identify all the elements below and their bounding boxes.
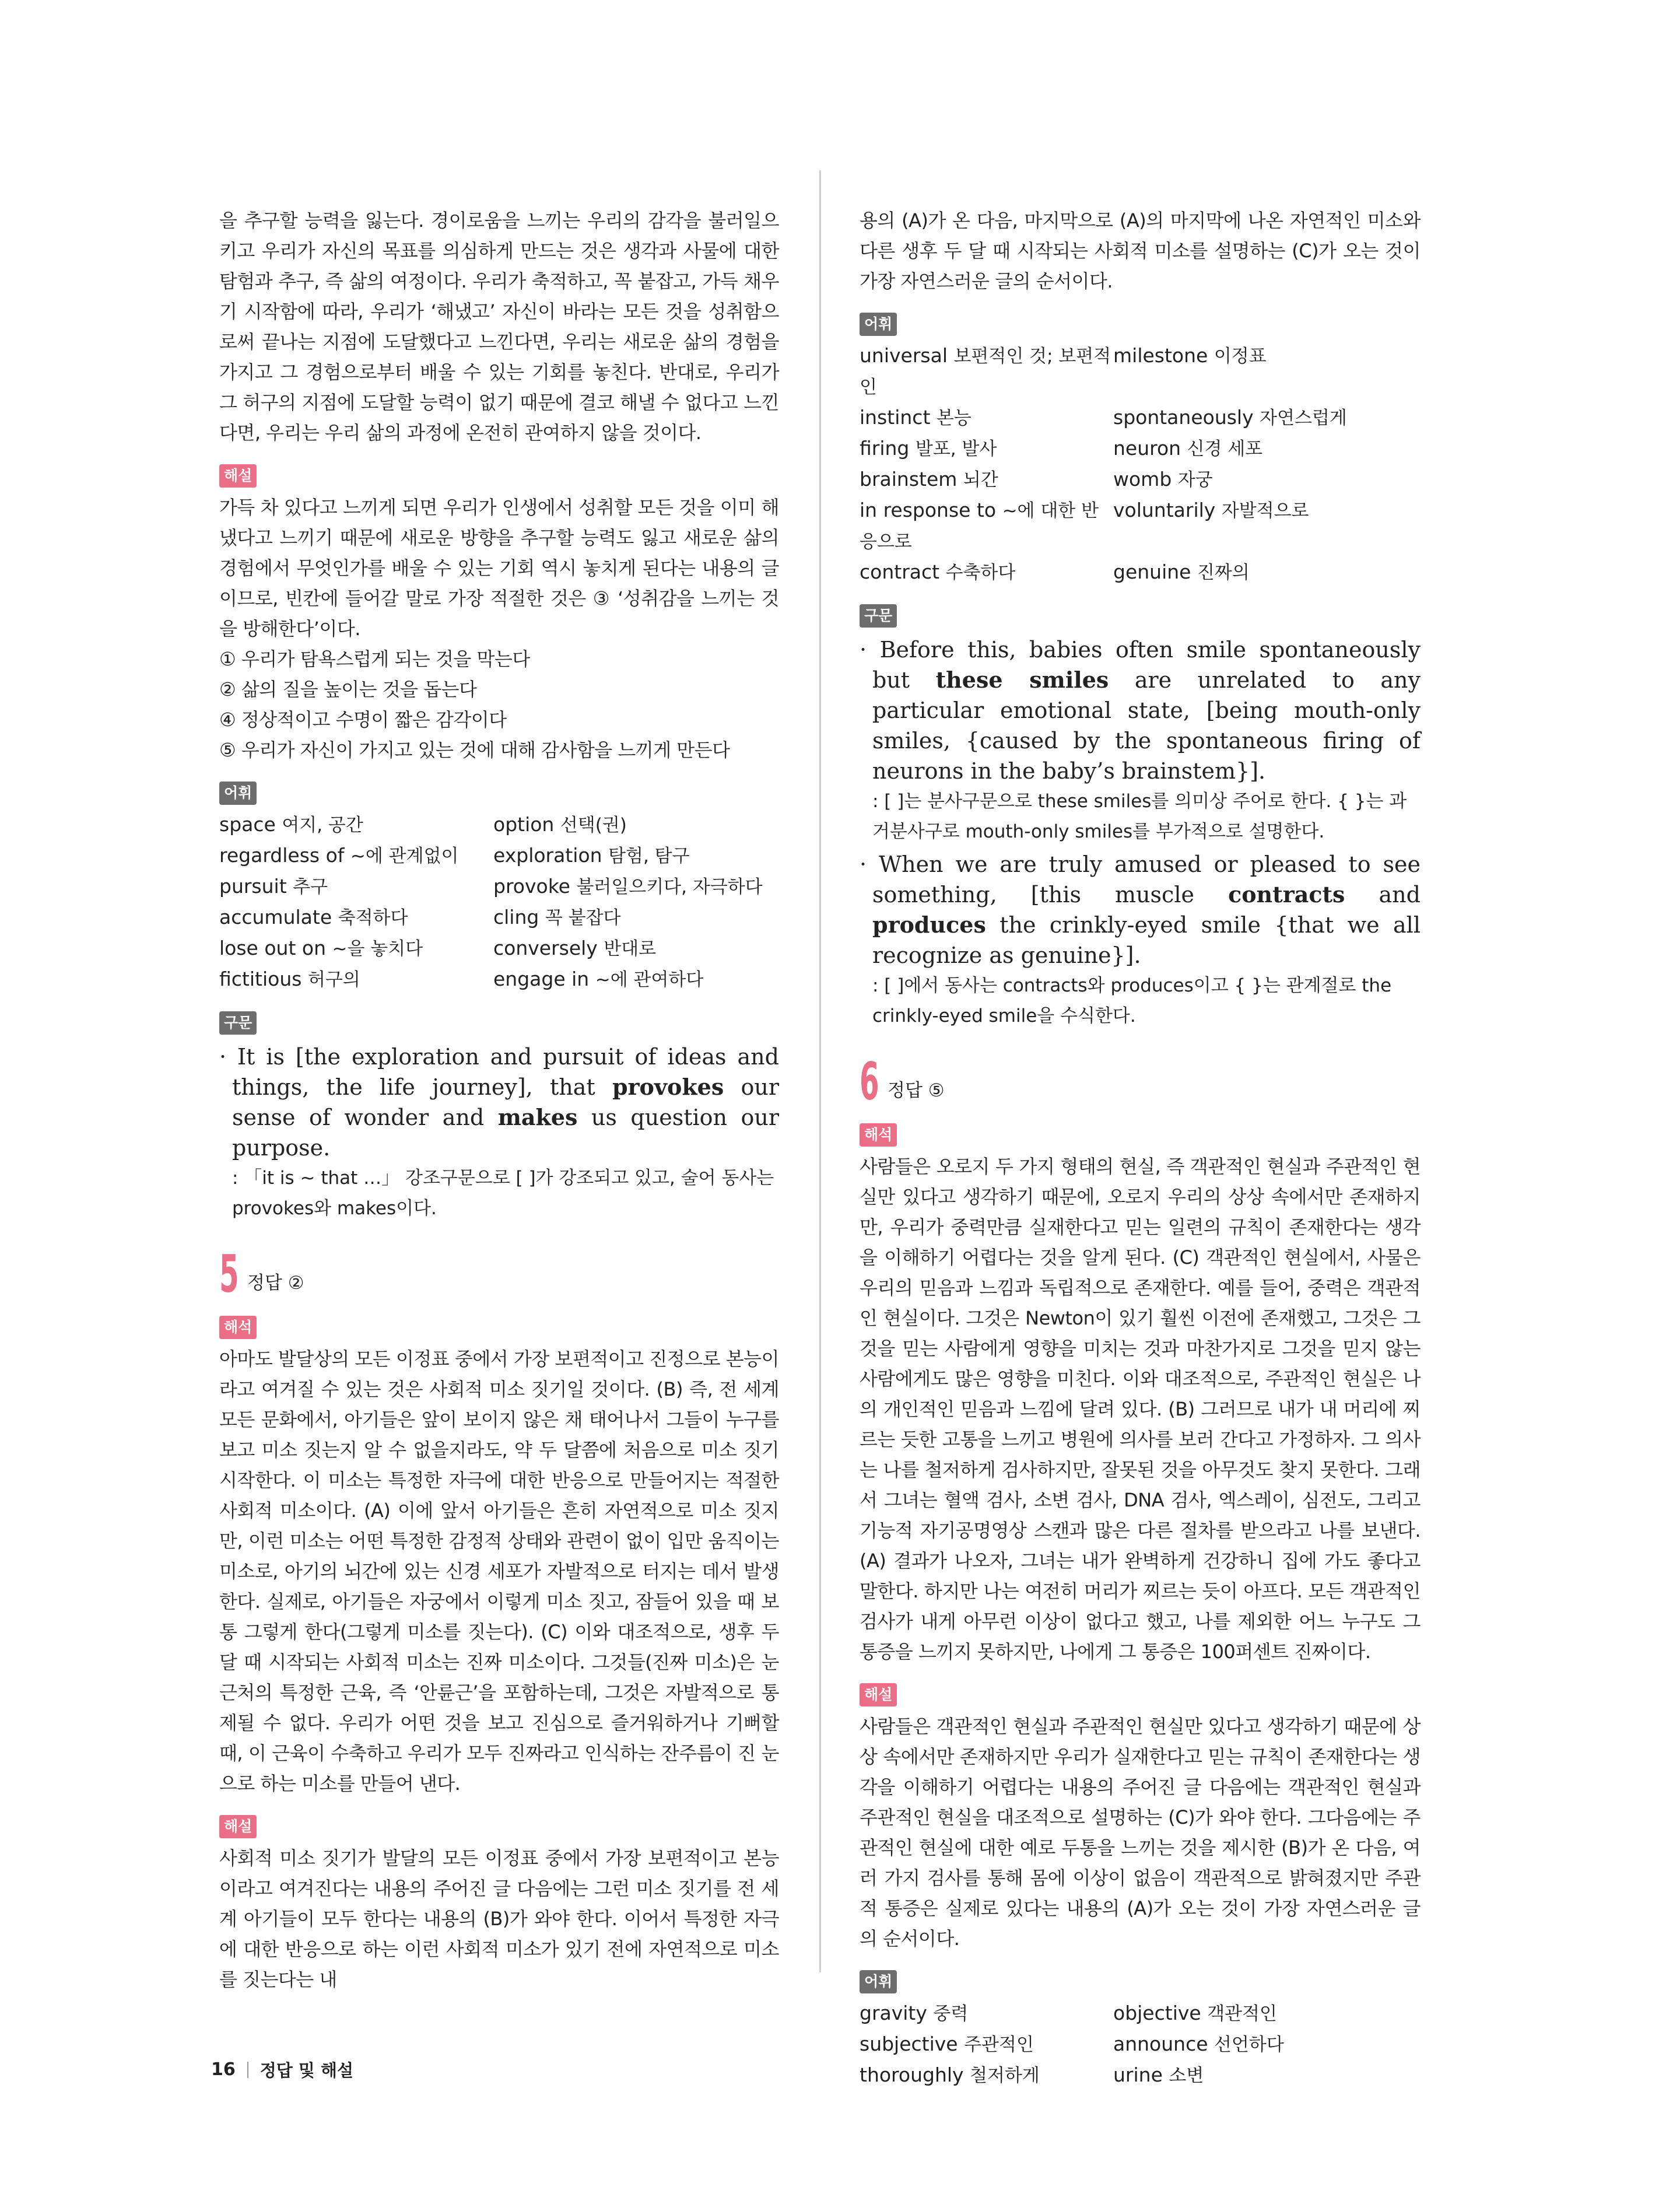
translation-tag: 해석 xyxy=(860,1123,897,1147)
vocab-en: cling xyxy=(493,906,539,928)
vocab-en: option xyxy=(493,813,555,836)
vocab-en: universal xyxy=(860,344,948,367)
option-item: ② 삶의 질을 높이는 것을 돕는다 xyxy=(219,678,477,700)
vocab-en: in response to xyxy=(860,499,997,521)
vocab-item xyxy=(860,402,1113,433)
vocab-item xyxy=(860,1998,1113,2029)
vocab-item xyxy=(219,810,493,840)
vocab-ko: 보편적인 것; 보편적인 xyxy=(860,346,1111,398)
vocab-ko: 뇌간 xyxy=(963,469,998,490)
syntax-example: · Before this, babies often smile spontaneously but these smiles are unrelated to any particular emotional state, [being mouth-only smiles, {caused by the spontaneous firing of neurons in the baby’s brainstem}]. xyxy=(860,637,1421,784)
vocab-ko: 여지, 공간 xyxy=(282,815,363,836)
vocab-item xyxy=(1113,2029,1421,2060)
vocab-en: engage in xyxy=(493,968,590,990)
vocab-ko: 철저하게 xyxy=(970,2065,1040,2086)
vocab-en: lose out on xyxy=(219,937,326,959)
vocab-ko: 주관적인 xyxy=(964,2034,1034,2055)
vocab-item xyxy=(1113,2060,1421,2091)
vocab-item xyxy=(219,933,493,964)
vocab-en: womb xyxy=(1113,468,1172,490)
vocab-en: brainstem xyxy=(860,468,958,490)
vocab-en: urine xyxy=(1113,2063,1163,2086)
vocab-ko: ~에 관계없이 xyxy=(350,846,459,867)
explanation-tag: 해설 xyxy=(219,464,257,488)
vocab-ko: 선언하다 xyxy=(1214,2034,1284,2055)
vocab-en: neuron xyxy=(1113,437,1181,460)
vocab-item xyxy=(1113,341,1421,402)
vocab-en: space xyxy=(219,813,276,836)
explanation-tag: 해설 xyxy=(860,1683,897,1707)
vocab-ko: ~을 놓치다 xyxy=(332,938,423,959)
vocab-ko: 소변 xyxy=(1169,2065,1204,2086)
vocab-item xyxy=(493,810,779,840)
vocab-ko: 탐험, 탐구 xyxy=(608,846,690,867)
vocab-item xyxy=(860,341,1113,402)
vocab-ko: 반대로 xyxy=(604,938,657,959)
vocab-item xyxy=(493,964,779,995)
vocab-en: announce xyxy=(1113,2033,1208,2055)
vocab-en: accumulate xyxy=(219,906,332,928)
translation-text: 사람들은 오로지 두 가지 형태의 현실, 즉 객관적인 현실과 주관적인 현실만 있다고 생각하기 때문에, 오로지 우리의 상상 속에서만 존재하지만, 우리가 중력만큼 실재한다고 믿는 일련의 규칙이 존재한다는 생각을 이해하기 어렵다는 것을 알게 된다. (C) 객관적인 현실에서, 사물은 우리의 믿음과 느낌과 독립적으로 존재한다. 예를 들어, 중력은 객관적인 현실이다. 그것은 Newton이 있기 훨씬 이전에 존재했고, 그것은 그것을 믿는 사람에게 영향을 미치는 것과 마찬가지로 그것을 믿지 않는 사람에게도 많은 영향을 미친다. 이와 대조적으로, 주관적인 현실은 나의 개인적인 믿음과 느낌에 달려 있다. (B) 그러므로 내가 내 머리에 찌르는 듯한 고통을 느끼고 병원에 의사를 보러 간다고 가정하자. 그 의사는 나를 철저하게 검사하지만, 잘못된 것을 아무것도 찾지 못한다. 그래서 그녀는 혈액 검사, 소변 검사, DNA 검사, 엑스레이, 심전도, 그리고 기능적 자기공명영상 스캔과 많은 다른 절차를 받으라고 나를 보낸다. (A) 결과가 나오자, 그녀는 내가 완벽하게 건강하니 집에 가도 좋다고 말한다. 하지만 나는 여전히 머리가 찌르는 듯이 아프다. 모든 객관적인 검사가 내게 아무런 이상이 없다고 했고, 나를 제외한 어느 누구도 그 통증을 느끼지 못하지만, 나에게 그 통증은 100퍼센트 진짜이다. xyxy=(860,1155,1421,1663)
vocab-item xyxy=(860,464,1113,495)
left-column xyxy=(219,205,779,1995)
syntax-note: : 「it is ~ that …」 강조구문으로 [ ]가 강조되고 있고, 술어 동사는 provokes와 makes이다. xyxy=(232,1168,774,1219)
syntax-example: · When we are truly amused or pleased to see something, [this muscle contracts and produces the crinkly-eyed smile {that we all recognize as genuine}]. xyxy=(860,852,1421,968)
vocab-list xyxy=(219,810,779,995)
vocab-tag: 어휘 xyxy=(860,1970,897,1993)
vocab-en: subjective xyxy=(860,2033,958,2055)
explanation-text: 가득 차 있다고 느끼게 되면 우리가 인생에서 성취할 모든 것을 이미 해냈다고 느끼기 때문에 새로운 방향을 추구할 능력도 잃고 새로운 삶의 경험에서 무엇인가를 배울 수 있는 기회 역시 놓치게 된다는 내용의 글이므로, 빈칸에 들어갈 말로 가장 적절한 것은 ③ ‘성취감을 느끼는 것을 방해한다’이다. xyxy=(219,496,779,640)
vocab-tag: 어휘 xyxy=(860,313,897,336)
syntax-tag: 구문 xyxy=(860,604,897,628)
vocab-en: conversely xyxy=(493,937,598,959)
vocab-item xyxy=(493,933,779,964)
vocab-list xyxy=(860,341,1421,588)
vocab-item xyxy=(493,871,779,902)
vocab-en: firing xyxy=(860,437,910,460)
right-column xyxy=(860,205,1421,2091)
syntax-note: : [ ]에서 동사는 contracts와 produces이고 { }는 관계절로 the crinkly-eyed smile을 수식한다. xyxy=(872,975,1392,1026)
vocab-item xyxy=(219,840,493,871)
vocab-en: milestone xyxy=(1113,344,1208,367)
option-item: ① 우리가 탐욕스럽게 되는 것을 막는다 xyxy=(219,648,530,670)
column-divider xyxy=(819,170,821,1972)
section-title: 정답 및 해설 xyxy=(259,2061,354,2080)
question-5-header xyxy=(219,1244,779,1304)
vocab-en: exploration xyxy=(493,844,602,867)
vocab-en: spontaneously xyxy=(1113,406,1254,429)
vocab-en: voluntarily xyxy=(1113,499,1216,521)
answer-label: 정답 ② xyxy=(247,1273,304,1294)
vocab-ko: 축적하다 xyxy=(338,907,408,928)
vocab-ko: 자연스럽게 xyxy=(1260,408,1347,429)
syntax-note: : [ ]는 분사구문으로 these smiles를 의미상 주어로 한다. { }는 과거분사구로 mouth-only smiles를 부가적으로 설명한다. xyxy=(872,791,1407,842)
vocab-item xyxy=(1113,1998,1421,2029)
translation-text: 아마도 발달상의 모든 이정표 중에서 가장 보편적이고 진정으로 본능이라고 여겨질 수 있는 것은 사회적 미소 짓기일 것이다. (B) 즉, 전 세계 모든 문화에서, 아기들은 앞이 보이지 않은 채 태어나서 그들이 누구를 보고 미소 짓는지 알 수 없을지라도, 약 두 달쯤에 처음으로 미소 짓기 시작한다. 이 미소는 특정한 자극에 대한 반응으로 만들어지는 적절한 사회적 미소이다. (A) 이에 앞서 아기들은 흔히 자연적으로 미소 짓지만, 이런 미소는 어떤 특정한 감정적 상태와 관련이 없이 입만 움직이는 미소로, 아기의 뇌간에 있는 신경 세포가 자발적으로 터지는 데서 발생한다. 실제로, 아기들은 자궁에서 이렇게 미소 짓고, 잠들어 있을 때 보통 그렇게 한다(그렇게 미소를 짓는다). (C) 이와 대조적으로, 생후 두 달 때 시작되는 사회적 미소는 진짜 미소이다. 그것들(진짜 미소)은 눈 근처의 특정한 근육, 즉 ‘안륜근’을 포함하는데, 그것은 자발적으로 통제될 수 없다. 우리가 어떤 것을 보고 진심으로 즐거워하거나 기뻐할 때, 이 근육이 수축하고 우리가 모두 진짜라고 인식하는 잔주름이 진 눈으로 하는 미소를 만들어 낸다. xyxy=(219,1348,779,1795)
page-number: 16 xyxy=(211,2059,236,2080)
vocab-item xyxy=(860,2029,1113,2060)
question-6-header xyxy=(860,1052,1421,1112)
vocab-item xyxy=(860,557,1113,588)
vocab-en: regardless of xyxy=(219,844,345,867)
vocab-en: instinct xyxy=(860,406,931,429)
vocab-en: pursuit xyxy=(219,875,287,898)
vocab-ko: 추구 xyxy=(293,877,328,898)
option-item: ⑤ 우리가 자신이 가지고 있는 것에 대해 감사함을 느끼게 만든다 xyxy=(219,739,730,761)
vocab-item xyxy=(493,902,779,933)
vocab-item xyxy=(493,840,779,871)
vocab-item xyxy=(860,2060,1113,2091)
explanation-tag: 해설 xyxy=(219,1815,257,1838)
vocab-en: thoroughly xyxy=(860,2063,964,2086)
vocab-en: genuine xyxy=(1113,560,1191,583)
vocab-en: gravity xyxy=(860,2002,927,2024)
vocab-ko: 이정표 xyxy=(1213,346,1267,367)
vocab-item xyxy=(1113,464,1421,495)
vocab-item xyxy=(1113,433,1421,464)
question-number: 6 xyxy=(860,1052,879,1112)
vocab-ko: ~에 대한 반응으로 xyxy=(860,500,1099,552)
answer-label: 정답 ⑤ xyxy=(888,1080,945,1101)
question-number: 5 xyxy=(219,1244,239,1304)
translation-tag: 해석 xyxy=(219,1316,257,1339)
vocab-en: objective xyxy=(1113,2002,1201,2024)
vocab-ko: 불러일으키다, 자극하다 xyxy=(576,877,763,898)
vocab-ko: 자궁 xyxy=(1177,469,1213,490)
syntax-tag: 구문 xyxy=(219,1011,257,1035)
translation-continued: 을 추구할 능력을 잃는다. 경이로움을 느끼는 우리의 감각을 불러일으키고 우리가 자신의 목표를 의심하게 만드는 것은 생각과 사물에 대한 탐험과 추구, 즉 삶의 여정이다. 우리가 축적하고, 꼭 붙잡고, 가득 채우기 시작함에 따라, 우리가 ‘해냈고’ 자신이 바라는 모든 것을 성취함으로써 끝나는 지점에 도달했다고 느낀다면, 우리는 새로운 삶의 경험을 가지고 그 경험으로부터 배울 수 있는 기회를 놓친다. 반대로, 우리가 그 허구의 지점에 도달할 능력이 없기 때문에 결코 해낼 수 없다고 느낀다면, 우리는 우리 삶의 과정에 온전히 관여하지 않을 것이다. xyxy=(219,209,779,444)
vocab-item xyxy=(1113,402,1421,433)
option-item: ④ 정상적이고 수명이 짧은 감각이다 xyxy=(219,709,507,731)
vocab-item xyxy=(1113,495,1421,557)
vocab-ko: 허구의 xyxy=(307,969,360,990)
vocab-item xyxy=(860,433,1113,464)
vocab-ko: 신경 세포 xyxy=(1187,439,1263,460)
vocab-item xyxy=(860,495,1113,557)
footer-divider xyxy=(247,2062,248,2078)
vocab-ko: 진짜의 xyxy=(1197,562,1250,583)
vocab-ko: 꼭 붙잡다 xyxy=(545,907,621,928)
vocab-ko: 선택(권) xyxy=(560,815,627,836)
vocab-en: contract xyxy=(860,560,940,583)
vocab-ko: 본능 xyxy=(936,408,971,429)
vocab-item xyxy=(1113,557,1421,588)
vocab-item xyxy=(219,871,493,902)
vocab-list xyxy=(860,1998,1421,2091)
vocab-ko: 중력 xyxy=(933,2003,969,2024)
explanation-text: 사람들은 객관적인 현실과 주관적인 현실만 있다고 생각하기 때문에 상상 속에서만 존재하지만 우리가 실재한다고 믿는 규칙이 존재한다는 생각을 이해하기 어렵다는 내용의 주어진 글 다음에는 객관적인 현실과 주관적인 현실을 대조적으로 설명하는 (C)가 와야 한다. 그다음에는 주관적인 현실에 대한 예로 두통을 느끼는 것을 제시한 (B)가 온 다음, 여러 가지 검사를 통해 몸에 이상이 없음이 객관적으로 밝혀졌지만 주관적 통증은 실제로 있다는 내용의 (A)가 오는 것이 가장 자연스러운 글의 순서이다. xyxy=(860,1715,1421,1950)
explanation-continued: 용의 (A)가 온 다음, 마지막으로 (A)의 마지막에 나온 자연적인 미소와 다른 생후 두 달 때 시작되는 사회적 미소를 설명하는 (C)가 오는 것이 가장 자연스러운 글의 순서이다. xyxy=(860,209,1421,292)
vocab-ko: 수축하다 xyxy=(945,562,1016,583)
syntax-example: · It is [the exploration and pursuit of ideas and things, the life journey], that provokes our sense of wonder and makes us question our purpose. xyxy=(219,1044,779,1161)
vocab-tag: 어휘 xyxy=(219,782,257,805)
explanation-text: 사회적 미소 짓기가 발달의 모든 이정표 중에서 가장 보편적이고 본능이라고 여겨진다는 내용의 주어진 글 다음에는 그런 미소 짓기를 전 세계 아기들이 모두 한다는 내용의 (B)가 와야 한다. 이어서 특정한 자극에 대한 반응으로 하는 이런 사회적 미소가 있기 전에 자연적으로 미소를 짓는다는 내 xyxy=(219,1847,779,1991)
vocab-en: fictitious xyxy=(219,968,302,990)
vocab-ko: 자발적으로 xyxy=(1221,500,1309,521)
vocab-item xyxy=(219,964,493,995)
vocab-ko: ~에 관여하다 xyxy=(595,969,704,990)
vocab-ko: 발포, 발사 xyxy=(915,439,997,460)
vocab-en: provoke xyxy=(493,875,570,898)
page-footer xyxy=(211,2058,353,2082)
vocab-item xyxy=(219,902,493,933)
vocab-ko: 객관적인 xyxy=(1207,2003,1277,2024)
